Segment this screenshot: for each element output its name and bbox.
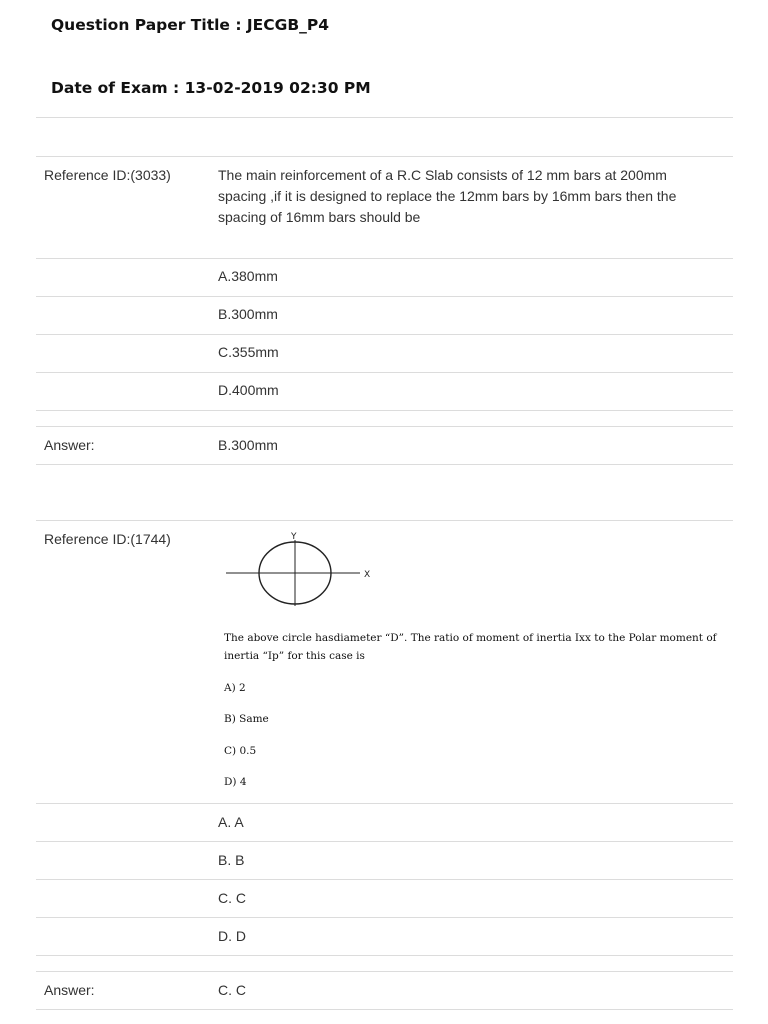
divider [36,520,733,521]
option-a: A. A [218,814,244,830]
question-paper-title: Question Paper Title : JECGB_P4 [51,16,330,34]
divider [36,334,733,335]
divider [36,410,733,411]
figure-choice-a: A) 2 [224,682,246,694]
reference-id: Reference ID:(1744) [44,531,171,547]
answer-label: Answer: [44,982,95,998]
divider [36,296,733,297]
divider [36,879,733,880]
option-d: D.400mm [218,382,279,398]
divider [36,1009,733,1010]
y-axis-label: Y [291,532,297,542]
answer-label: Answer: [44,437,95,453]
question-text: The main reinforcement of a R.C Slab consists of 12 mm bars at 200mm spacing ,if it is designed to replace the 12mm bars by 16mm bars then the spacing of 16mm bars should be [218,167,677,225]
divider [36,917,733,918]
divider [36,971,733,972]
reference-id: Reference ID:(3033) [44,167,171,183]
exam-date: Date of Exam : 13-02-2019 02:30 PM [51,79,371,97]
option-d: D. D [218,928,246,944]
option-c: C. C [218,890,246,906]
divider [36,426,733,427]
figure-choice-d: D) 4 [224,776,247,788]
option-b: B. B [218,852,245,868]
divider [36,841,733,842]
x-axis-label: X [364,570,371,580]
answer-value: B.300mm [218,437,278,453]
divider [36,258,733,259]
divider [36,464,733,465]
divider [36,955,733,956]
figure-choice-b: B) Same [224,713,269,725]
divider [36,803,733,804]
divider [36,372,733,373]
divider [36,156,733,157]
figure-choice-c: C) 0.5 [224,745,257,757]
divider [36,117,733,118]
circle-axes-figure [222,530,382,610]
option-c: C.355mm [218,344,279,360]
option-b: B.300mm [218,306,278,322]
option-a: A.380mm [218,268,278,284]
answer-value: C. C [218,982,246,998]
figure-question-text: The above circle hasdiameter “D”. The ratio of moment of inertia Ixx to the Polar moment of inertia “Ip” for this case is [224,632,717,662]
